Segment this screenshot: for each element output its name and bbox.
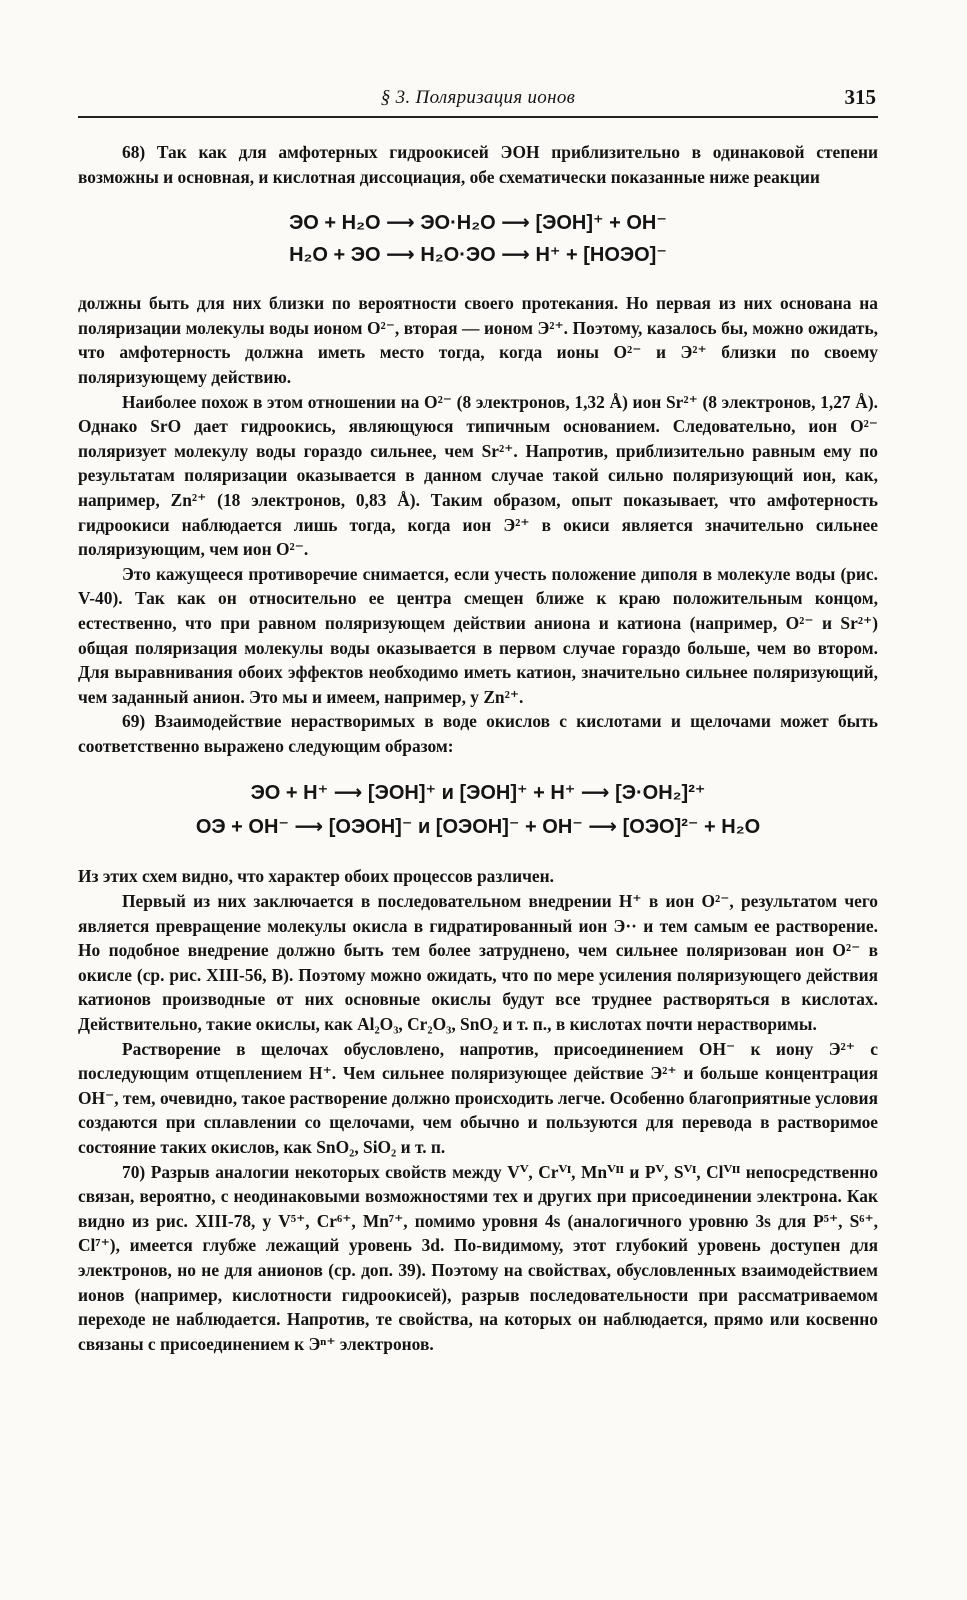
paragraph: должны быть для них близки по вероятности своего протекания. Но первая из них основана на поляризации молекулы воды ионом O²⁻, вторая — ионом Э²⁺. Поэтому, казалось бы, можно ожидать, что амфотерность должна иметь место тогда, когда ионы O²⁻ и Э²⁺ близки по своему поляризующему действию. [78, 293, 878, 387]
paragraph-68: 68) Так как для амфотерных гидроокисей ЭОН приблизительно в одинаковой степени возможны и основная, и кислотная диссоциация, обе схематически показанные ниже реакции [78, 142, 878, 187]
equation-block-dissolution [78, 776, 878, 844]
paragraph: Наиболее похож в этом отношении на O²⁻ (8 электронов, 1,32 Å) ион Sr²⁺ (8 электронов, 1,27 Å). Однако SrO дает гидроокись, являющуюся типичным основанием. Следовательно, ион O²⁻ поляризует молекулу воды гораздо сильнее, чем Sr²⁺. Напротив, приблизительно равным ему по результатам поляризации оказывается в данном случае такой сильно поляризующий ион, как, например, Zn²⁺ (18 электронов, 0,83 Å). Таким образом, опыт показывает, что амфотерность гидроокиси наблюдается лишь тогда, когда ион Э²⁺ в окиси является значительно сильнее поляризующим, чем ион O²⁻. [78, 391, 878, 560]
paragraph: Растворение в щелочах обусловлено, напротив, присоединением OH⁻ к иону Э²⁺ с последующим отщеплением H⁺. Чем сильнее поляризующее действие Э²⁺ и больше концентрация OH⁻, тем, очевидно, такое растворение должно происходить легче. Особенно благоприятные условия создаются при сплавлении со щелочами, чем обычно и пользуются для перевода в растворимое состояние таких окислов, как SnO₂, SiO₂ и т. п. [78, 1038, 878, 1157]
paragraph-70: 70) Разрыв аналогии некоторых свойств между Vⱽ, Crⱽᴵ, Mnⱽᴵᴵ и Pⱽ, Sⱽᴵ, Clⱽᴵᴵ непосредственно связан, вероятно, с неодинаковыми возможностями тех и других при присоединении электрона. Как видно из рис. XIII-78, у V⁵⁺, Cr⁶⁺, Mn⁷⁺, помимо уровня 4s (аналогичного уровню 3s для P⁵⁺, S⁶⁺, Cl⁷⁺), имеется глубже лежащий уровень 3d. По-видимому, этот глубокий уровень доступен для электронов, но не для анионов (ср. доп. 39). Поэтому на свойствах, обусловленных взаимодействием ионов (например, кислотности гидроокисей), разрыв последовательности при рассматриваемом переходе не наблюдается. Напротив, те свойства, на которых он наблюдается, прямо или косвенно связаны с присоединением к Эⁿ⁺ электронов. [78, 1161, 878, 1354]
section-title: § 3. Поляризация ионов [380, 87, 576, 108]
equation-line: ЭО + H⁺ ⟶ [ЭОН]⁺ и [ЭОН]⁺ + H⁺ ⟶ [Э·OH₂]²⁺ [250, 782, 706, 805]
running-header [78, 84, 878, 118]
equation-line: H₂O + ЭО ⟶ H₂O·ЭО ⟶ H⁺ + [HОЭО]⁻ [289, 244, 667, 267]
equation-line: ЭО + H₂O ⟶ ЭО·H₂O ⟶ [ЭОН]⁺ + OH⁻ [289, 212, 667, 235]
text-body [78, 140, 878, 1356]
equation-line: OЭ + OH⁻ ⟶ [OЭOH]⁻ и [OЭOH]⁻ + OH⁻ ⟶ [OЭO]²⁻ + H₂O [195, 816, 761, 839]
paragraph: Это кажущееся противоречие снимается, если учесть положение диполя в молекуле воды (рис. V-40). Так как он относительно ее центра смещен ближе к краю положительным концом, естественно, что при равном поляризующем действии аниона и катиона (например, O²⁻ и Sr²⁺) общая поляризация молекулы воды оказывается в первом случае гораздо больше, чем во втором. Для выравнивания обоих эффектов необходимо иметь катион, значительно сильнее поляризующий, чем заданный анион. Это мы и имеем, например, у Zn²⁺. [78, 563, 878, 707]
equation-block-amphoteric [78, 207, 878, 271]
paragraph: Первый из них заключается в последовательном внедрении H⁺ в ион O²⁻, результатом чего является превращение молекулы окисла в гидратированный ион Э·· и тем самым ее растворение. Но подобное внедрение должно быть тем более затруднено, чем сильнее поляризован ион O²⁻ в окисле (ср. рис. XIII-56, B). Поэтому можно ожидать, что по мере усиления поляризующего действия катионов производные от них основные окислы будут все труднее растворяться в кислотах. Действительно, такие окислы, как Al₂O₃, Cr₂O₃, SnO₂ и т. п., в кислотах почти нерастворимы. [78, 891, 878, 1035]
paragraph-69: 69) Взаимодействие нерастворимых в воде окислов с кислотами и щелочами может быть соответственно выражено следующим образом: [78, 711, 878, 756]
page-number: 315 [844, 85, 876, 109]
paragraph: Из этих схем видно, что характер обоих процессов различен. [78, 866, 554, 887]
